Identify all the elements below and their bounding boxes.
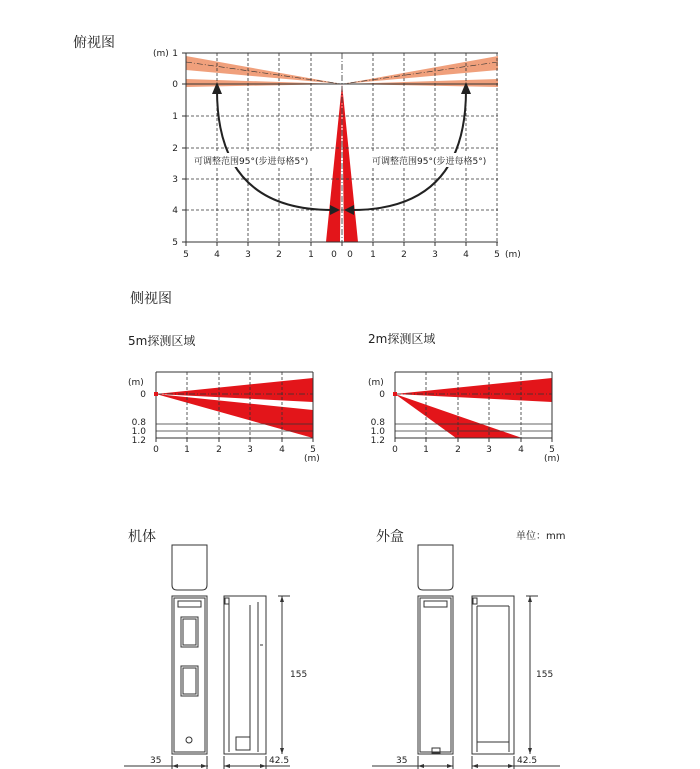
housing-width-dim: 35 [396, 756, 408, 766]
range-2m-heading: 2m探测区域 [368, 332, 436, 346]
annotation-left: 可调整范围95°(步进每格5°) [194, 157, 309, 167]
svg-text:0: 0 [331, 250, 337, 260]
svg-text:1.2: 1.2 [131, 436, 146, 446]
svg-text:4: 4 [214, 250, 220, 260]
body-window-lower [181, 666, 198, 696]
housing-dim-arrows [418, 596, 532, 768]
body-depth-dim: 42.5 [269, 756, 290, 766]
svg-text:0: 0 [140, 390, 146, 400]
side-2m-y-ticks [371, 390, 386, 446]
svg-text:1: 1 [370, 250, 376, 260]
side-5m-diagram [154, 372, 313, 442]
svg-text:5: 5 [183, 250, 189, 260]
housing-cap [418, 545, 453, 590]
body-cap [172, 545, 207, 590]
svg-text:2: 2 [276, 250, 282, 260]
svg-text:0.8: 0.8 [131, 418, 146, 428]
svg-text:1: 1 [308, 250, 314, 260]
body-window-upper [181, 617, 198, 647]
svg-text:0: 0 [347, 250, 353, 260]
housing-height-dim: 155 [536, 670, 554, 680]
beam-center-right [342, 84, 358, 242]
svg-text:5: 5 [172, 238, 178, 248]
svg-text:4: 4 [518, 445, 524, 455]
housing-side [472, 596, 514, 754]
top-unit-label: (m) [153, 49, 169, 59]
svg-text:3: 3 [486, 445, 492, 455]
side-2m-x-unit: (m) [544, 454, 560, 464]
svg-text:4: 4 [279, 445, 285, 455]
svg-text:3: 3 [432, 250, 438, 260]
top-y-tick-labels [172, 49, 178, 248]
svg-text:4: 4 [463, 250, 469, 260]
side-5m-y-ticks [132, 390, 147, 446]
svg-text:1: 1 [423, 445, 429, 455]
x-axis-ticks [186, 242, 497, 246]
arc-right [352, 90, 466, 210]
beam-2m-upper [395, 378, 552, 402]
svg-text:5: 5 [494, 250, 500, 260]
side-5m-x-unit: (m) [304, 454, 320, 464]
side-view-heading: 侧视图 [130, 291, 172, 307]
housing-front [418, 596, 453, 754]
body-drawing [124, 545, 290, 769]
svg-text:5: 5 [310, 445, 316, 455]
svg-text:1.2: 1.2 [370, 436, 385, 446]
svg-text:4: 4 [172, 206, 178, 216]
side-5m-unit: (m) [128, 378, 144, 388]
side-5m-x-ticks [153, 445, 316, 455]
top-x-unit: (m) [505, 250, 521, 260]
svg-text:3: 3 [247, 445, 253, 455]
svg-text:0: 0 [379, 390, 385, 400]
arc-left [217, 90, 332, 210]
svg-text:2: 2 [216, 445, 222, 455]
body-height-dim: 155 [290, 670, 308, 680]
svg-text:0: 0 [153, 445, 159, 455]
body-width-dim: 35 [150, 756, 162, 766]
svg-text:0.8: 0.8 [370, 418, 385, 428]
annotation-right: 可调整范围95°(步进每格5°) [372, 157, 487, 167]
body-side [224, 596, 266, 754]
body-dim-arrows [172, 596, 284, 768]
body-front [172, 596, 207, 754]
y-axis-ticks [182, 53, 186, 242]
housing-depth-dim: 42.5 [517, 756, 538, 766]
svg-text:0: 0 [392, 445, 398, 455]
top-x-tick-labels [183, 250, 500, 260]
range-5m-heading: 5m探测区域 [128, 334, 196, 348]
svg-text:5: 5 [549, 445, 555, 455]
side-2m-diagram [393, 372, 552, 442]
svg-text:1: 1 [184, 445, 190, 455]
svg-text:2: 2 [401, 250, 407, 260]
side-2m-x-ticks [392, 445, 555, 455]
svg-text:0: 0 [172, 80, 178, 90]
svg-text:1.0: 1.0 [370, 427, 385, 437]
side-2m-unit: (m) [368, 378, 384, 388]
body-heading: 机体 [128, 529, 156, 545]
svg-text:2: 2 [172, 144, 178, 154]
svg-text:2: 2 [455, 445, 461, 455]
svg-text:1: 1 [172, 112, 178, 122]
beam-center-left [326, 84, 342, 242]
svg-text:3: 3 [172, 175, 178, 185]
top-view-heading: 俯视图 [73, 35, 115, 51]
housing-heading: 外盒 [376, 529, 404, 545]
svg-text:1.0: 1.0 [131, 427, 146, 437]
svg-text:1: 1 [172, 49, 178, 59]
body-screw [186, 737, 192, 743]
unit-note: 单位：mm [516, 531, 566, 542]
svg-text:3: 3 [245, 250, 251, 260]
